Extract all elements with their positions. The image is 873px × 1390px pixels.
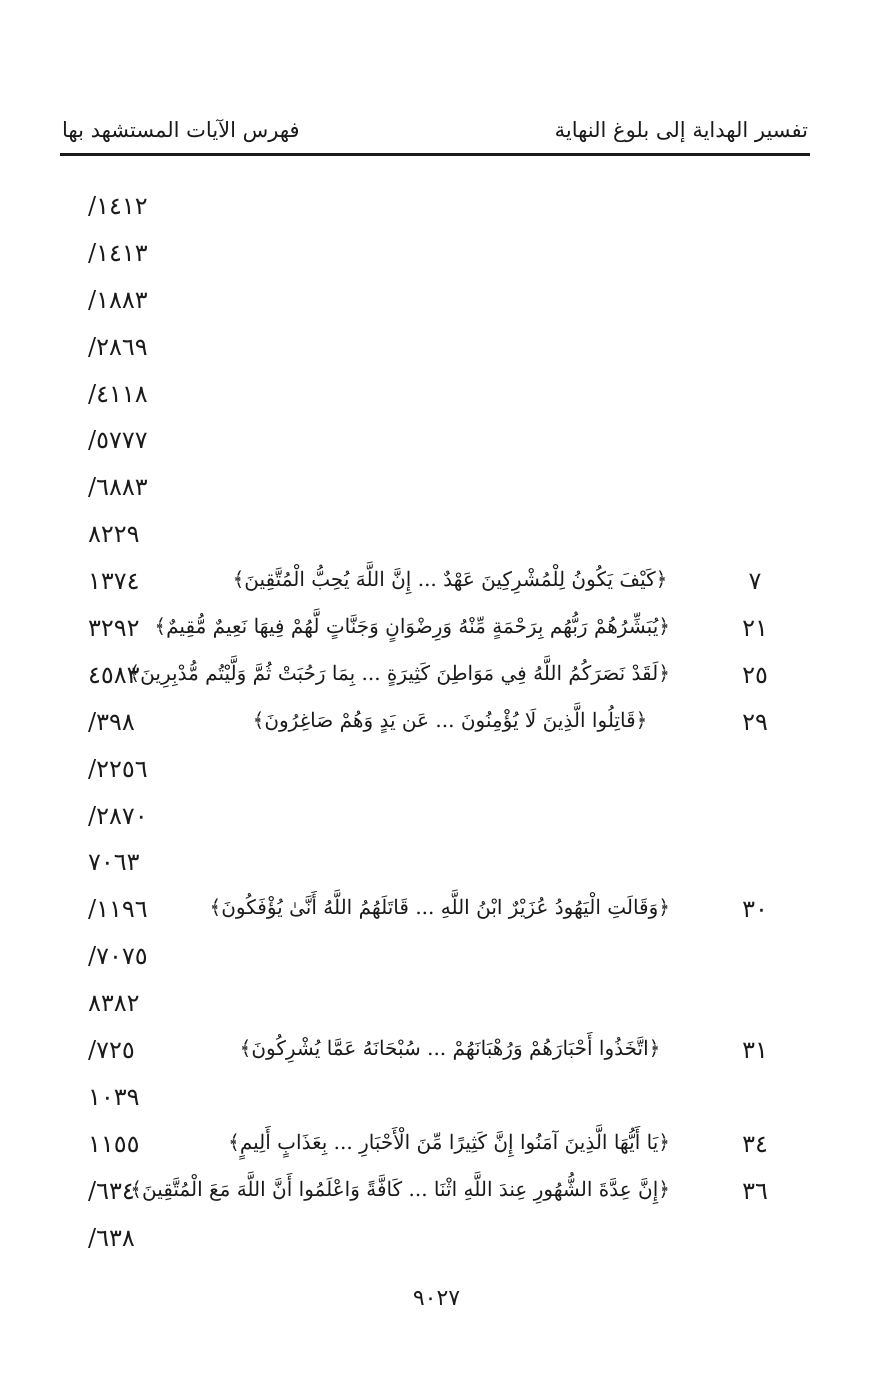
index-row [0,1077,873,1124]
index-row [0,327,873,374]
page-reference: ٤٥٨٣ [88,660,140,689]
index-row [0,1124,873,1171]
index-row [0,186,873,233]
page-reference: /٦٨٨٣ [88,473,148,502]
page-reference: /٧٢٥ [88,1036,135,1065]
page-reference: ٣٢٩٢ [88,614,140,643]
index-row [0,749,873,796]
section-title: فهرس الآيات المستشهد بها [62,118,300,142]
page-reference: ٨٢٢٩ [88,520,140,549]
index-row [0,983,873,1030]
index-row [0,420,873,467]
verse-text: ﴿يُبَشِّرُهُمْ رَبُّهُم بِرَحْمَةٍ مِّنْهُ وَرِضْوَانٍ وَجَنَّاتٍ لَّهُمْ فِيهَا نَعِيمٌ مُّقِيمٌ﴾ [154,614,670,639]
index-row [0,1030,873,1077]
index-row [0,467,873,514]
index-row [0,1218,873,1265]
verse-number: ٣٦ [742,1176,768,1205]
index-row [0,1171,873,1218]
page-reference: ٨٣٨٢ [88,989,140,1018]
verse-number: ٣٤ [742,1129,768,1158]
page-reference: /٢٢٥٦ [88,754,148,783]
verse-number: ٢٩ [742,707,768,736]
index-row [0,889,873,936]
page-reference: /٢٨٦٩ [88,332,148,361]
index-row [0,233,873,280]
index-row [0,608,873,655]
index-row [0,936,873,983]
page-reference: /١٤١٢ [88,192,148,220]
book-title: تفسير الهداية إلى بلوغ النهاية [554,118,808,142]
index-row [0,280,873,327]
verse-number: ٣٠ [742,895,768,924]
index-row [0,374,873,421]
verse-number: ٢٥ [742,660,768,689]
verse-text: ﴿اتَّخَذُوا أَحْبَارَهُمْ وَرُهْبَانَهُمْ ... سُبْحَانَهُ عَمَّا يُشْرِكُونَ﴾ [239,1036,661,1061]
page-reference: ٧٠٦٣ [88,848,140,877]
index-row [0,842,873,889]
index-row [0,702,873,749]
index-row [0,796,873,843]
page-reference: /٥٧٧٧ [88,426,148,455]
verse-text: ﴿وَقَالَتِ الْيَهُودُ عُزَيْرٌ ابْنُ اللَّهِ ... قَاتَلَهُمُ اللَّهُ أَنَّىٰ يُؤْفَكُونَ﴾ [209,895,670,920]
verse-number: ٧ [748,567,762,596]
verse-text: ﴿كَيْفَ يَكُونُ لِلْمُشْرِكِينَ عَهْدٌ ... إِنَّ اللَّهَ يُحِبُّ الْمُتَّقِينَ﴾ [232,567,668,592]
verse-text: ﴿إِنَّ عِدَّةَ الشُّهُورِ عِندَ اللَّهِ اثْنَا ... كَافَّةً وَاعْلَمُوا أَنَّ اللَّهَ مَعَ الْمُتَّقِينَ﴾ [130,1176,670,1201]
verse-number: ٣١ [742,1036,768,1065]
verse-text: ﴿يَا أَيُّهَا الَّذِينَ آمَنُوا إِنَّ كَثِيرًا مِّنَ الْأَحْبَارِ ... بِعَذَابٍ أَلِيمٍ﴾ [228,1129,670,1154]
page-reference: /٢٨٧٠ [88,801,148,830]
verse-index-table [0,186,873,1264]
verse-text: ﴿لَقَدْ نَصَرَكُمُ اللَّهُ فِي مَوَاطِنَ كَثِيرَةٍ ... بِمَا رَحُبَتْ ثُمَّ وَلَّيْتُم مُّدْبِرِينَ﴾ [128,660,670,685]
index-row [0,514,873,561]
page-reference: /١٤١٣ [88,238,148,267]
page-number: ٩٠٢٧ [412,1286,461,1311]
page-reference: /٤١١٨ [88,379,148,408]
page-reference: /١٨٨٣ [88,285,148,314]
page-reference: /٣٩٨ [88,707,135,736]
verse-number: ٢١ [742,614,768,643]
page-reference: /٦٣٤ [88,1176,135,1205]
page-reference: ١٠٣٩ [88,1082,140,1111]
page-reference: /٦٣٨ [88,1223,135,1252]
verse-text: ﴿قَاتِلُوا الَّذِينَ لَا يُؤْمِنُونَ ... عَن يَدٍ وَهُمْ صَاغِرُونَ﴾ [252,707,648,732]
page-reference: ١٣٧٤ [88,567,140,596]
index-row [0,655,873,702]
page-reference: /٧٠٧٥ [88,942,148,971]
header-divider [60,153,810,156]
index-row [0,561,873,608]
page-reference: /١١٩٦ [88,895,148,924]
page-reference: ١١٥٥ [88,1129,140,1158]
